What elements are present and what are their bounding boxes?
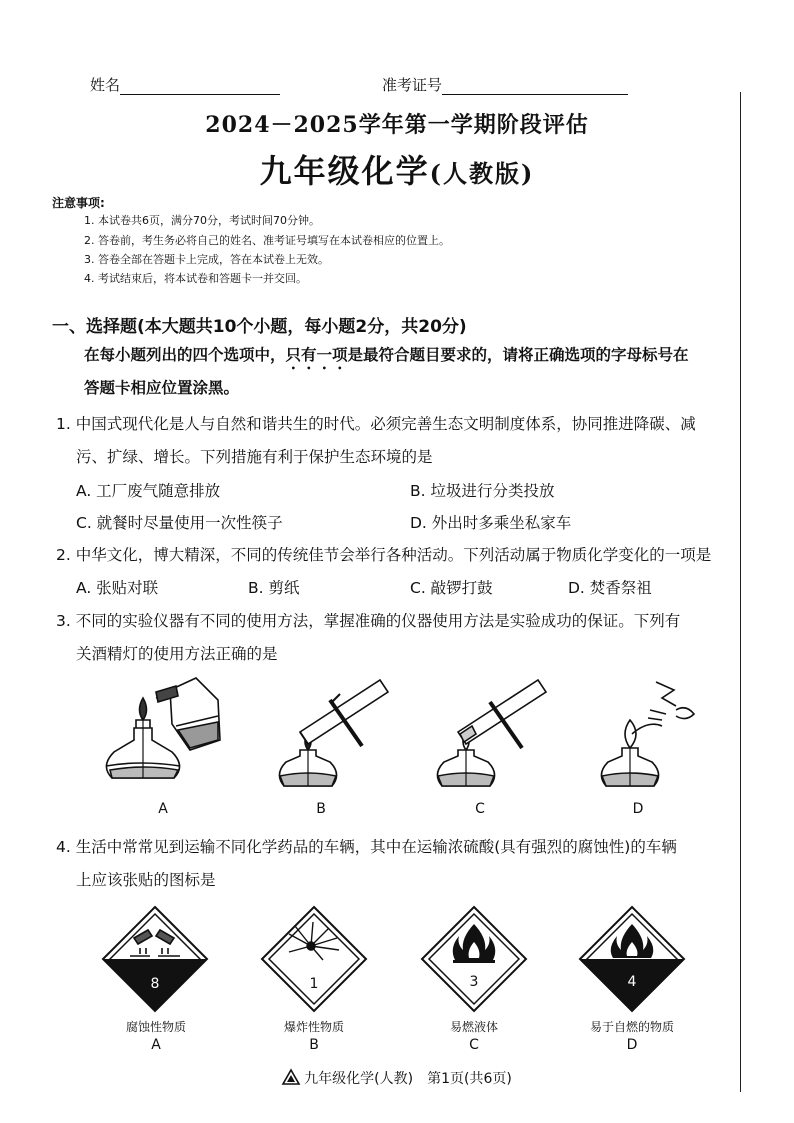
q1-option-d[interactable]: D. 外出时多乘坐私家车 <box>410 514 572 532</box>
exam-no-label: 准考证号 <box>382 76 443 94</box>
q4-sign-spontaneous-combustion <box>577 904 687 1014</box>
name-field <box>90 74 280 95</box>
section-instruction-line2: 答题卡相应位置涂黑。 <box>84 379 240 397</box>
q4-sign-label-b: 爆炸性物质 <box>283 1020 344 1034</box>
emphasis-text: 只有一项 <box>285 346 348 364</box>
publisher-logo-icon <box>282 1069 300 1089</box>
q3-figure-b <box>270 670 400 800</box>
sign-number: 1 <box>309 976 319 992</box>
q3-caption-b: B <box>316 801 326 817</box>
q4-sign-flammable-liquid <box>419 904 529 1014</box>
section-instruction: 在每小题列出的四个选项中，只有一项是最符合题目要求的，请将正确选项的字母标号在 <box>84 346 689 364</box>
q1-stem-line2: 污、扩绿、增长。下列措施有利于保护生态环境的是 <box>76 448 433 466</box>
note-item: 4. 考试结束后，将本试卷和答题卡一并交回。 <box>84 272 307 285</box>
q4-stem-line1: 4. 生活中常常见到运输不同化学药品的车辆，其中在运输浓硫酸(具有强烈的腐蚀性)的车辆 <box>56 838 677 856</box>
sign-number: 4 <box>627 974 637 990</box>
q4-caption-b: B <box>309 1037 319 1053</box>
exam-no-field <box>382 74 628 95</box>
page-footer <box>0 1068 794 1089</box>
subject-main: 九年级化学 <box>259 152 430 190</box>
q2-option-d[interactable]: D. 焚香祭祖 <box>568 579 652 597</box>
sign-number: 8 <box>150 976 160 992</box>
q1-option-c[interactable]: C. 就餐时尽量使用一次性筷子 <box>76 514 283 532</box>
q4-stem-line2: 上应该张贴的图标是 <box>76 871 216 889</box>
q4-sign-label-a: 腐蚀性物质 <box>125 1020 186 1034</box>
notes-heading: 注意事项: <box>52 196 105 210</box>
q4-sign-corrosive <box>100 904 210 1014</box>
binding-line <box>740 92 741 1092</box>
q3-figure-c <box>428 670 558 800</box>
q1-stem-line1: 1. 中国式现代化是人与自然和谐共生的时代。必须完善生态文明制度体系，协同推进降碳、减 <box>56 415 696 433</box>
note-item: 2. 答卷前，考生务必将自己的姓名、准考证号填写在本试卷相应的位置上。 <box>84 234 450 247</box>
q4-caption-d: D <box>626 1037 638 1053</box>
q4-sign-explosive <box>259 904 369 1014</box>
subject-edition: (人教版) <box>429 159 535 188</box>
q1-option-b[interactable]: B. 垃圾进行分类投放 <box>410 482 555 500</box>
footer-text: 九年级化学(人教) 第1页(共6页) <box>304 1071 512 1087</box>
sign-number: 3 <box>469 974 479 990</box>
q3-figure-a <box>100 670 240 800</box>
q2-option-a[interactable]: A. 张贴对联 <box>76 579 159 597</box>
q3-stem-line2: 关酒精灯的使用方法正确的是 <box>76 645 278 663</box>
q1-option-a[interactable]: A. 工厂废气随意排放 <box>76 482 221 500</box>
q4-caption-a: A <box>151 1037 161 1053</box>
q3-figure-d <box>596 670 726 800</box>
name-label: 姓名 <box>90 76 121 94</box>
q3-caption-a: A <box>158 801 168 817</box>
note-item: 3. 答卷全部在答题卡上完成，答在本试卷上无效。 <box>84 253 329 266</box>
q4-caption-c: C <box>469 1037 479 1053</box>
note-item: 1. 本试卷共6页，满分70分，考试时间70分钟。 <box>84 214 320 227</box>
q4-sign-label-d: 易于自燃的物质 <box>589 1020 674 1034</box>
exam-title: 2024－2025学年第一学期阶段评估 <box>205 112 589 138</box>
section-heading: 一、选择题(本大题共10个小题，每小题2分，共20分) <box>52 317 467 337</box>
subject-title <box>0 146 794 192</box>
q3-caption-c: C <box>475 801 485 817</box>
q3-stem-line1: 3. 不同的实验仪器有不同的使用方法，掌握准确的仪器使用方法是实验成功的保证。下列有 <box>56 612 681 630</box>
q2-option-c[interactable]: C. 敲锣打鼓 <box>410 579 493 597</box>
q4-sign-label-c: 易燃液体 <box>449 1020 498 1034</box>
q3-caption-d: D <box>632 801 644 817</box>
exam-no-blank[interactable] <box>442 80 628 95</box>
name-blank[interactable] <box>120 80 280 95</box>
q2-stem: 2. 中华文化，博大精深，不同的传统佳节会举行各种活动。下列活动属于物质化学变化的一项是 <box>56 546 712 564</box>
q2-option-b[interactable]: B. 剪纸 <box>248 579 300 597</box>
